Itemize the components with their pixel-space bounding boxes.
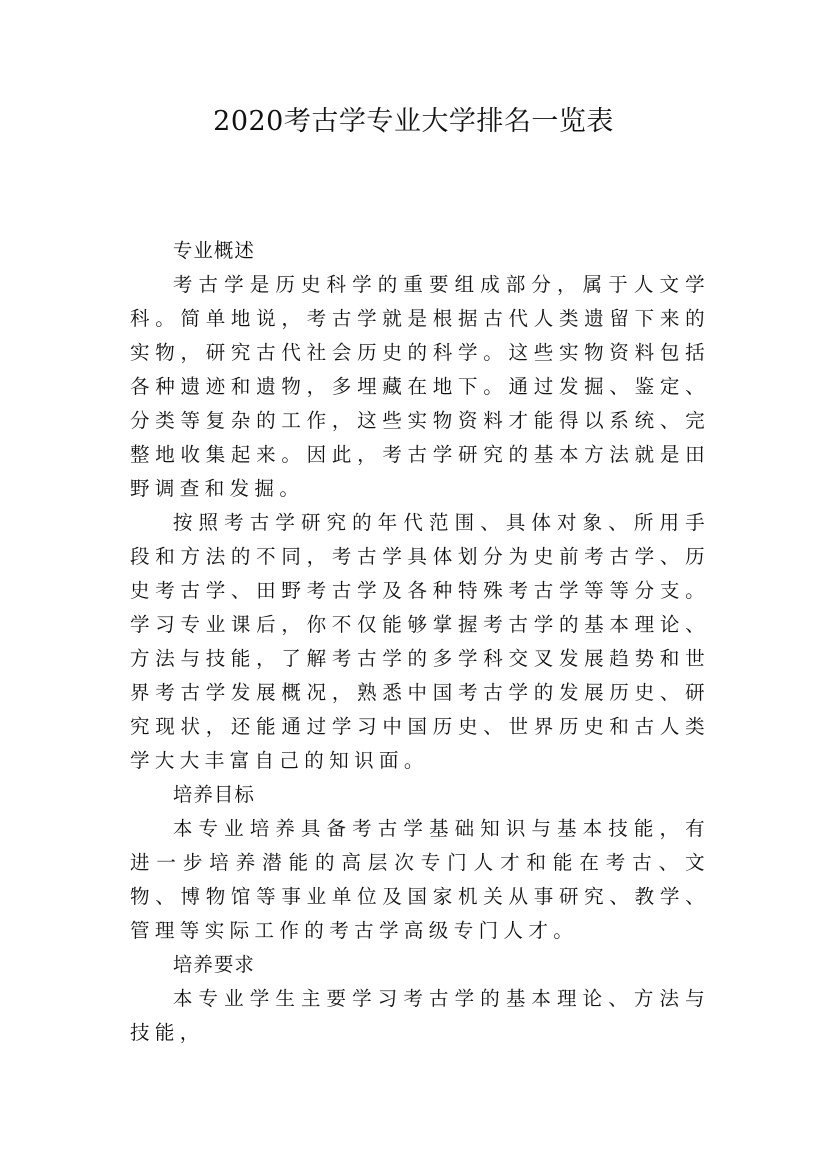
- paragraph-overview-1: 考古学是历史科学的重要组成部分，属于人文学科。简单地说，考古学就是根据古代人类遗留下来的实物，研究古代社会历史的科学。这些实物资料包括各种遗迹和遗物，多埋藏在地下。通过发掘、鉴定、分类等复杂的工作，这些实物资料才能得以系统、完整地收集起来。因此，考古学研究的基本方法就是田野调查和发掘。: [130, 273, 710, 500]
- section-heading-overview: 专业概述: [172, 239, 255, 262]
- paragraph-training-goal: 本专业培养具备考古学基础知识与基本技能，有进一步培养潜能的高层次专门人才和能在考古、文物、博物馆等事业单位及国家机关从事研究、教学、管理等实际工作的考古学高级专门人才。: [130, 817, 710, 942]
- section-heading-training-goal: 培养目标: [172, 783, 255, 806]
- paragraph-overview-2: 按照考古学研究的年代范围、具体对象、所用手段和方法的不同，考古学具体划分为史前考古学、历史考古学、田野考古学及各种特殊考古学等等分支。学习专业课后，你不仅能够掌握考古学的基本理论、方法与技能，了解考古学的多学科交叉发展趋势和世界考古学发展概况，熟悉中国考古学的发展历史、研究现状，还能通过学习中国历史、世界历史和古人类学大大丰富自己的知识面。: [130, 511, 710, 772]
- document-body: [130, 234, 710, 1050]
- page-title: 2020考古学专业大学排名一览表: [213, 106, 614, 137]
- paragraph-training-requirements: 本专业学生主要学习考古学的基本理论、方法与技能，: [130, 987, 710, 1044]
- section-heading-training-requirements: 培养要求: [172, 953, 255, 976]
